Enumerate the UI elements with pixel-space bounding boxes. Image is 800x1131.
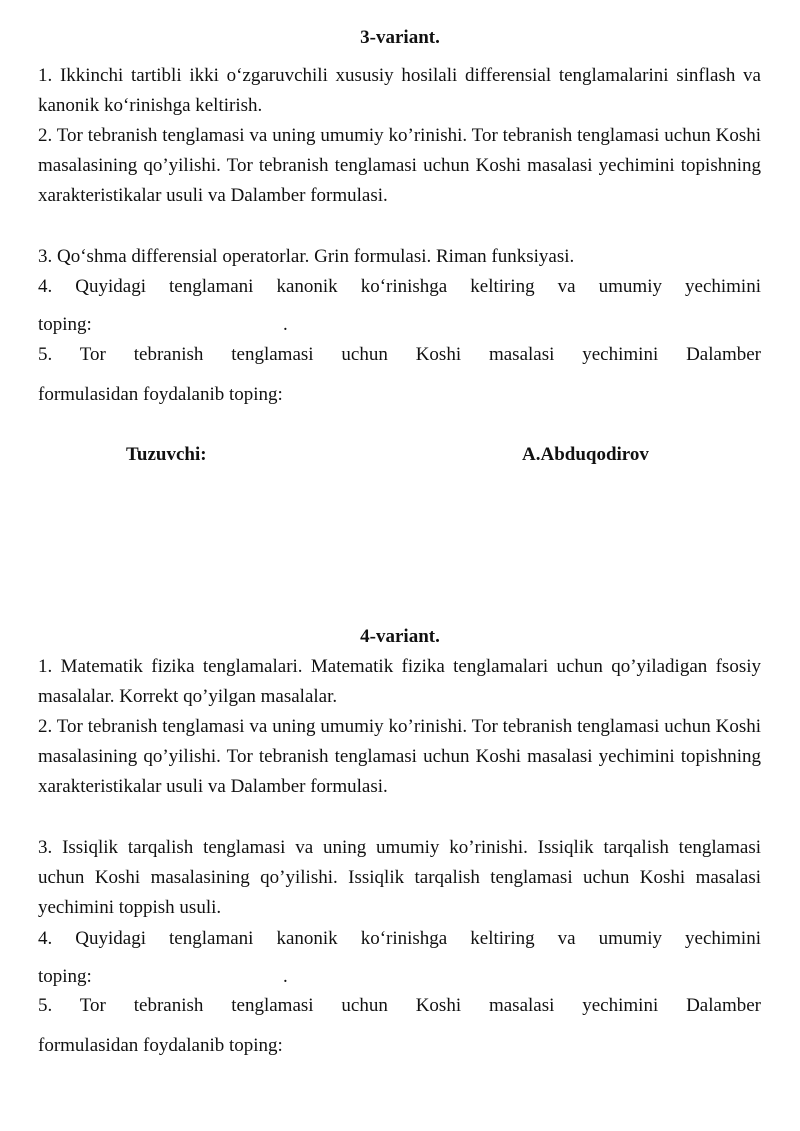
variant-3-item-1: 1. Ikkinchi tartibli ikki o‘zgaruvchili xususiy hosilali differensial tenglamalarini sinflash va kanonik ko‘rinishga keltirish. [38, 65, 761, 116]
variant-3-item-3: 3. Qo‘shma differensial operatorlar. Grin formulasi. Riman funksiyasi. [38, 246, 575, 267]
variant-3-item-4: 4. Quyidagi tenglamani kanonik ko‘rinishga keltiring va umumiy yechimini [38, 276, 761, 297]
signature-label: Tuzuvchi: [126, 444, 207, 465]
signature-name: A.Abduqodirov [522, 444, 649, 465]
variant-4-item-5: 5. Tor tebranish tenglamasi uchun Koshi masalasi yechimini Dalamber [38, 995, 761, 1016]
variant-4-item-4-toping: toping: [38, 966, 92, 987]
variant-4-title: 4-variant. [360, 626, 440, 647]
variant-4-item-1: 1. Matematik fizika tenglamalari. Matematik fizika tenglamalari uchun qo’yiladigan fsosiy masalalar. Korrekt qo’yilgan masalalar. [38, 656, 761, 707]
variant-3-item-5-continuation: formulasidan foydalanib toping: [38, 384, 283, 405]
variant-4-item-3: 3. Issiqlik tarqalish tenglamasi va uning umumiy ko’rinishi. Issiqlik tarqalish tenglamasi uchun Koshi masalasining qo’yilishi. Issiqlik tarqalish tenglamasi uchun Koshi masalasi yechimini toppish usuli. [38, 837, 761, 918]
variant-3-item-5: 5. Tor tebranish tenglamasi uchun Koshi masalasi yechimini Dalamber [38, 344, 761, 365]
variant-4-item-2: 2. Tor tebranish tenglamasi va uning umumiy ko’rinishi. Tor tebranish tenglamasi uchun Koshi masalasining qo’yilishi. Tor tebranish tenglamasi uchun Koshi masalasi yechimini topishning xarakteristikalar usuli va Dalamber formulasi. [38, 716, 761, 797]
variant-3-item-4-continuation [38, 310, 761, 340]
variant-4-item-4-continuation [38, 962, 761, 992]
variant-3-item-4-toping: toping: [38, 314, 92, 335]
variant-4-item-4: 4. Quyidagi tenglamani kanonik ko‘rinishga keltiring va umumiy yechimini [38, 928, 761, 949]
variant-3-item-2: 2. Tor tebranish tenglamasi va uning umumiy ko’rinishi. Tor tebranish tenglamasi uchun Koshi masalasining qo’yilishi. Tor tebranish tenglamasi uchun Koshi masalasi yechimini topishning xarakteristikalar usuli va Dalamber formulasi. [38, 125, 761, 206]
variant-3-title: 3-variant. [360, 27, 440, 48]
variant-4-item-5-continuation: formulasidan foydalanib toping: [38, 1035, 283, 1056]
variant-4-item-4-dot: . [283, 966, 288, 987]
variant-3-item-4-dot: . [283, 314, 288, 335]
